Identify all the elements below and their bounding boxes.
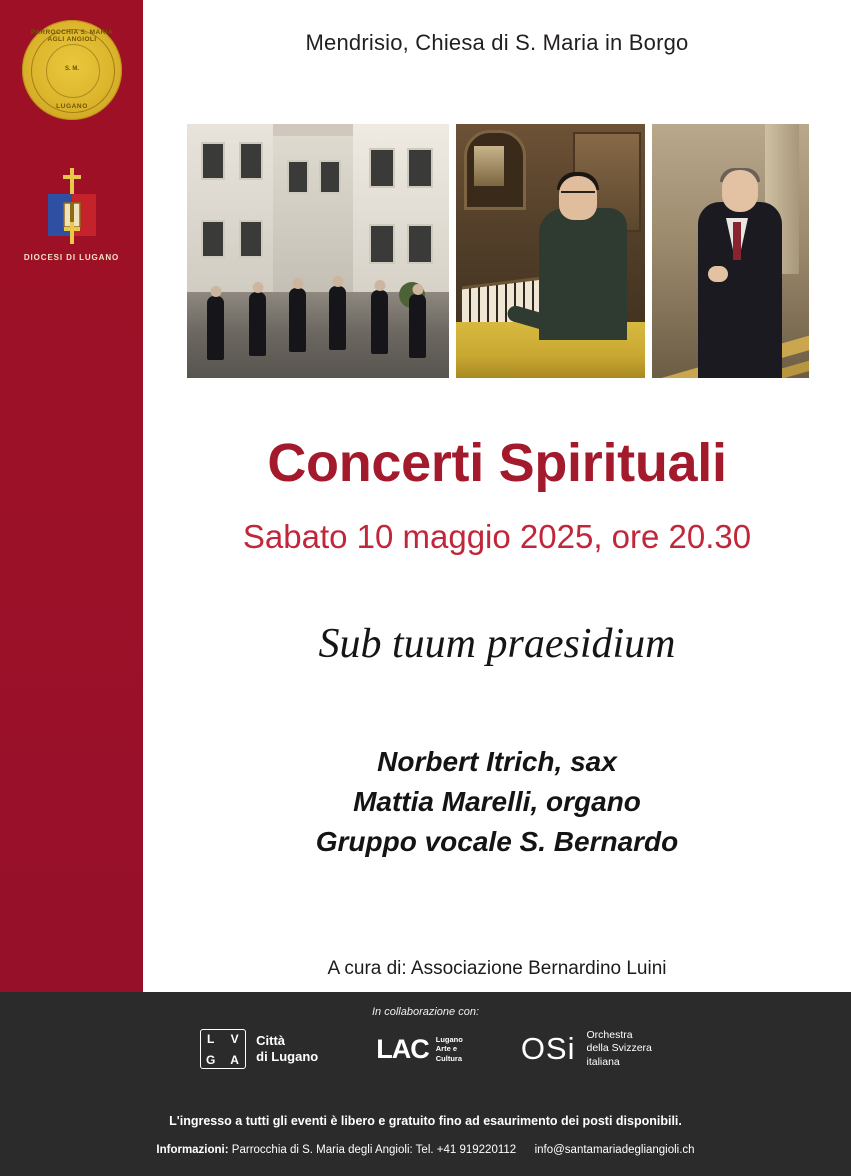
photo1-window bbox=[239, 220, 263, 258]
photo1-window bbox=[201, 220, 225, 258]
photo1-window bbox=[319, 160, 341, 194]
collaboration-label: In collaborazione con: bbox=[371, 1006, 479, 1018]
contact-info-line bbox=[0, 1144, 851, 1156]
performer-item: Norbert Itrich, sax bbox=[377, 746, 617, 777]
osi-subtitle bbox=[587, 1029, 652, 1070]
diocese-label: DIOCESI DI LUGANO bbox=[23, 253, 120, 262]
curator-line: A cura di: Associazione Bernardino Luini bbox=[327, 958, 667, 979]
performers-list bbox=[143, 742, 851, 861]
info-text: Parrocchia di S. Maria degli Angioli: Tel. +41 919220112 bbox=[231, 1144, 517, 1156]
photo1-wall-right bbox=[353, 124, 449, 314]
photo-conductor bbox=[652, 124, 809, 378]
photo1-window bbox=[239, 142, 263, 180]
performer-item: Mattia Marelli, organo bbox=[353, 785, 641, 817]
photo-strip bbox=[187, 124, 809, 378]
photo1-singer bbox=[249, 292, 266, 356]
photo1-window bbox=[369, 224, 395, 264]
info-email[interactable]: info@santamariadegliangioli.ch bbox=[534, 1144, 695, 1156]
photo1-singer bbox=[207, 296, 224, 360]
osi-wordmark: OSi bbox=[520, 1030, 576, 1066]
diocese-shield-icon bbox=[44, 168, 100, 244]
photo1-window bbox=[407, 224, 433, 264]
page-title: Concerti Spirituali bbox=[267, 433, 727, 493]
lac-subtitle bbox=[436, 1035, 463, 1063]
lac-sub-line1: Lugano bbox=[435, 1034, 463, 1044]
lvga-letter: G bbox=[205, 1052, 217, 1067]
lugano-line1: Città bbox=[256, 1033, 286, 1049]
photo3-tie bbox=[733, 222, 741, 260]
photo3-conductor-hand bbox=[708, 266, 728, 282]
photo3-conductor-head bbox=[722, 170, 758, 212]
photo2-painting bbox=[474, 146, 504, 186]
cross-top-icon bbox=[61, 168, 83, 194]
lac-sub-line2: Arte e bbox=[435, 1044, 457, 1054]
osi-sub-line3: italiana bbox=[586, 1055, 620, 1068]
photo1-window bbox=[287, 160, 309, 194]
seal-mid-text: S. M. bbox=[64, 66, 79, 72]
photo1-singer bbox=[289, 288, 306, 352]
free-entry-note: L'ingresso a tutti gli eventi è libero e gratuito fino ad esaurimento dei posti disponibili. bbox=[169, 1114, 682, 1128]
parish-seal-icon bbox=[22, 20, 122, 120]
event-date: Sabato 10 maggio 2025, ore 20.30 bbox=[242, 518, 752, 555]
performer-item: Gruppo vocale S. Bernardo bbox=[315, 825, 679, 857]
seal-bottom-text: LUGANO bbox=[56, 103, 88, 110]
lugano-line2: di Lugano bbox=[256, 1049, 319, 1064]
photo1-window bbox=[369, 148, 395, 188]
osi-sub-line2: della Svizzera bbox=[586, 1042, 652, 1055]
photo1-singer bbox=[329, 286, 346, 350]
footer bbox=[0, 992, 851, 1176]
logo-citta-di-lugano bbox=[199, 1028, 318, 1070]
event-subtitle: Sub tuum praesidium bbox=[318, 621, 676, 667]
logo-osi bbox=[521, 1029, 652, 1070]
photo-vocal-group bbox=[187, 124, 449, 378]
lvga-letter: A bbox=[230, 1052, 240, 1067]
lac-wordmark: LAC bbox=[376, 1033, 429, 1064]
partner-logos bbox=[0, 1028, 851, 1070]
info-label: Informazioni: bbox=[156, 1144, 229, 1156]
lvga-letters bbox=[199, 1028, 247, 1070]
diocese-logo bbox=[0, 168, 143, 262]
osi-sub-line1: Orchestra bbox=[586, 1028, 633, 1041]
cross-bottom-icon bbox=[63, 222, 81, 244]
lvga-letter: L bbox=[206, 1031, 216, 1046]
photo1-singer bbox=[371, 290, 388, 354]
photo1-window bbox=[201, 142, 225, 180]
logo-lac bbox=[376, 1034, 463, 1065]
photo2-glasses-icon bbox=[561, 191, 595, 200]
photo-organist bbox=[456, 124, 645, 378]
lvga-letter: V bbox=[230, 1031, 240, 1046]
lugano-wordmark bbox=[256, 1033, 318, 1065]
left-red-band bbox=[0, 0, 143, 993]
photo1-singer bbox=[409, 294, 426, 358]
venue-line: Mendrisio, Chiesa di S. Maria in Borgo bbox=[305, 30, 689, 55]
seal-top-text: PARROCCHIA S. MARIA AGLI ANGIOLI bbox=[31, 29, 113, 43]
lvga-monogram-icon bbox=[199, 1028, 247, 1070]
photo1-window bbox=[407, 148, 433, 188]
lac-sub-line3: Cultura bbox=[435, 1053, 462, 1063]
